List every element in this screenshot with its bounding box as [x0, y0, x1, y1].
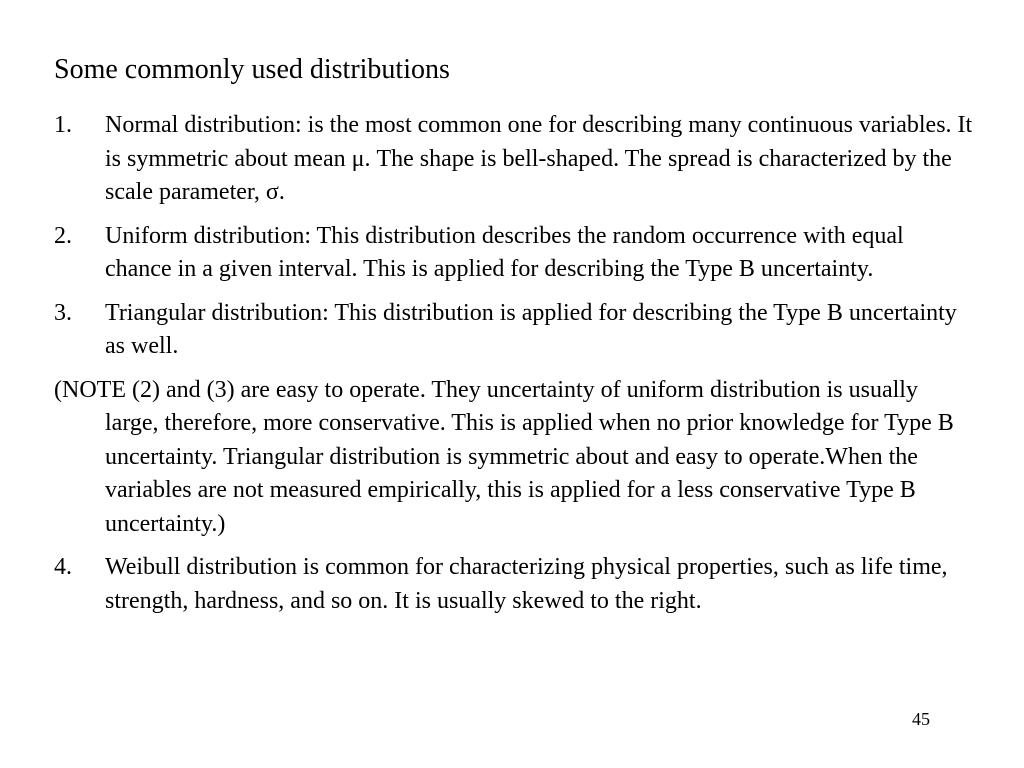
- list-item-number: 3.: [54, 299, 72, 326]
- list-item-text: Weibull distribution is common for characterizing physical properties, such as life time, strength, hardness, and so on. It is usually skewed to the right.: [105, 554, 948, 614]
- list-item-weibull-distribution: [54, 551, 974, 618]
- list-item-uniform-distribution: [54, 220, 974, 287]
- list-item-number: 1.: [54, 112, 72, 138]
- slide-body: [54, 109, 974, 628]
- list-item-normal-distribution: [54, 109, 974, 210]
- list-item-text: Uniform distribution: This distribution describes the random occurrence with equal chance in a given interval. This is applied for describing the Type B uncertainty.: [105, 222, 904, 282]
- list-item-number: 2.: [54, 222, 72, 249]
- list-item-text: Normal distribution: is the most common one for describing many continuous variables. It is symmetric about mean μ. The shape is bell-shaped. The spread is characterized by the scale parameter, σ.: [105, 112, 973, 205]
- page-number: 45: [912, 709, 930, 729]
- note-paragraph: (NOTE (2) and (3) are easy to operate. They uncertainty of uniform distribution is usually large, therefore, more conservative. This is applied when no prior knowledge for Type B uncertainty. Triangular distribution is symmetric about and easy to operate.When the variables are not measured empirically, this is applied for a less conservative Type B uncertainty.): [54, 376, 954, 537]
- list-item-triangular-distribution: [54, 297, 974, 364]
- slide-title: Some commonly used distributions: [54, 54, 450, 85]
- list-item-text: Triangular distribution: This distribution is applied for describing the Type B uncertainty as well.: [105, 299, 957, 359]
- list-item-number: 4.: [54, 554, 72, 580]
